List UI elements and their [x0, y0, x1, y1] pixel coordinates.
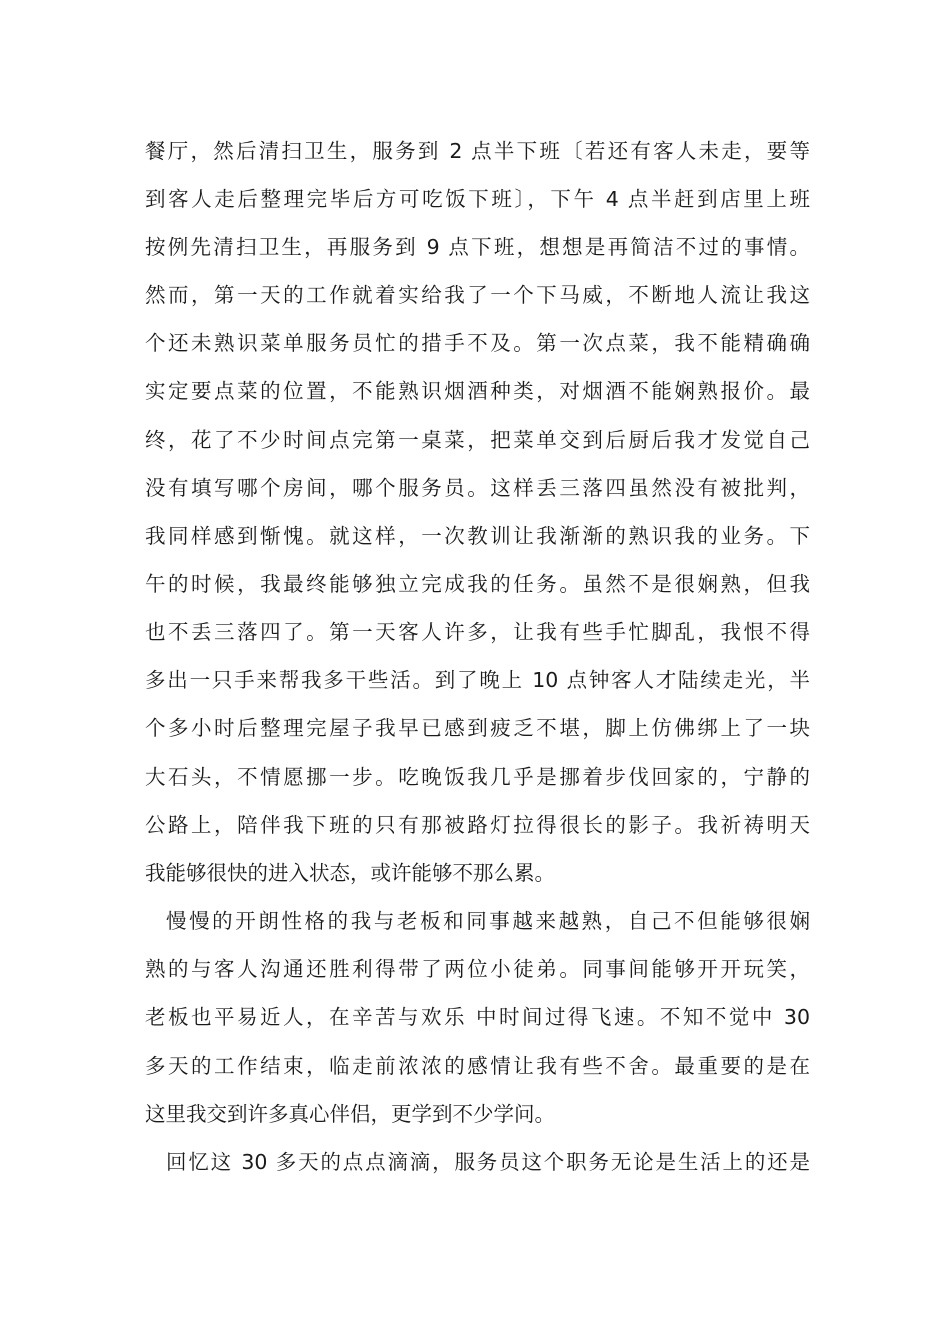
text-line: 终，花了不少时间点完第一桌菜，把菜单交到后厨后我才发觉自己: [145, 428, 810, 452]
text-line: 大石头，不情愿挪一步。吃晚饭我几乎是挪着步伐回家的，宁静的: [145, 765, 810, 789]
text-line: 老板也平易近人，在辛苦与欢乐 中时间过得飞速。不知不觉中 30: [145, 1005, 810, 1029]
paragraph-first-line: 慢慢的开朗性格的我与老板和同事越来越熟，自己不但能够很娴: [166, 909, 810, 933]
text-line: 多天的工作结束，临走前浓浓的感情让我有些不舍。最重要的是在: [145, 1054, 810, 1078]
text-line: 实定要点菜的位置，不能熟识烟酒种类，对烟酒不能娴熟报价。最: [145, 379, 810, 403]
text-line: 餐厅，然后清扫卫生，服务到 2 点半下班〔若还有客人未走，要等: [145, 139, 810, 163]
text-line: 我同样感到惭愧。就这样，一次教训让我渐渐的熟识我的业务。下: [145, 524, 810, 548]
text-line: 没有填写哪个房间，哪个服务员。这样丢三落四虽然没有被批判，: [145, 476, 810, 500]
text-line: 熟的与客人沟通还胜利得带了两位小徒弟。同事间能够开开玩笑，: [145, 957, 810, 981]
paragraph-first-line: 回忆这 30 多天的点点滴滴，服务员这个职务无论是生活上的还是: [166, 1150, 810, 1174]
text-line: 个还未熟识菜单服务员忙的措手不及。第一次点菜，我不能精确确: [145, 331, 810, 355]
text-line: 我能够很快的进入状态，或许能够不那么累。: [145, 861, 555, 885]
text-line: 到客人走后整理完毕后方可吃饭下班〕，下午 4 点半赶到店里上班: [145, 187, 810, 211]
text-line: 公路上，陪伴我下班的只有那被路灯拉得很长的影子。我祈祷明天: [145, 813, 810, 837]
text-line: 按例先清扫卫生，再服务到 9 点下班，想想是再简洁不过的事情。: [145, 235, 810, 259]
text-line: 午的时候，我最终能够独立完成我的任务。虽然不是很娴熟，但我: [145, 572, 810, 596]
text-line: 这里我交到许多真心伴侣，更学到不少学问。: [145, 1102, 555, 1126]
text-line: 然而，第一天的工作就着实给我了一个下马威，不断地人流让我这: [145, 283, 810, 307]
text-line: 个多小时后整理完屋子我早已感到疲乏不堪，脚上仿佛绑上了一块: [145, 716, 810, 740]
text-line: 多出一只手来帮我多干些活。到了晚上 10 点钟客人才陆续走光，半: [145, 668, 810, 692]
text-line: 也不丢三落四了。第一天客人许多，让我有些手忙脚乱，我恨不得: [145, 620, 810, 644]
